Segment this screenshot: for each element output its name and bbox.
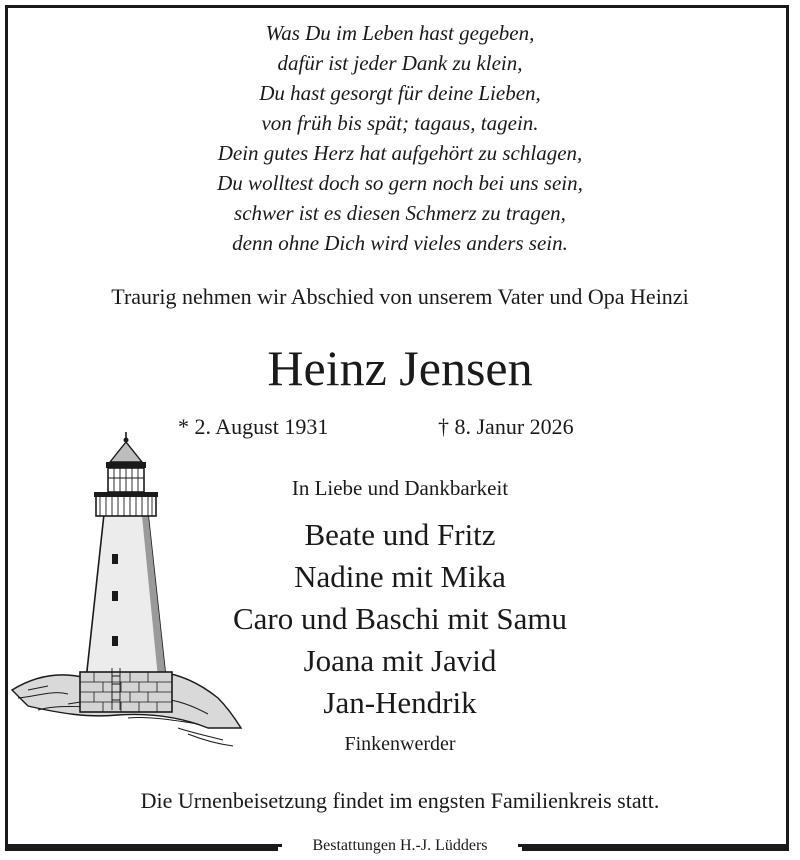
mourners-list bbox=[200, 514, 600, 724]
poem bbox=[0, 18, 800, 258]
poem-line: denn ohne Dich wird vieles anders sein. bbox=[232, 231, 568, 255]
funeral-home: Bestattungen H.-J. Lüdders bbox=[282, 837, 518, 855]
mourner-line: Joana mit Javid bbox=[303, 643, 497, 678]
deceased-name: Heinz Jensen bbox=[267, 340, 533, 396]
footer-rule-right bbox=[522, 847, 789, 851]
poem-line: Du hast gesorgt für deine Lieben, bbox=[259, 81, 541, 105]
mourner-line: Nadine mit Mika bbox=[294, 559, 506, 594]
mourner-line: Beate und Fritz bbox=[304, 517, 496, 552]
poem-line: Was Du im Leben hast gegeben, bbox=[265, 21, 535, 45]
footer-rule-left bbox=[5, 847, 278, 851]
poem-line: Du wolltest doch so gern noch bei uns sein, bbox=[217, 171, 583, 195]
poem-line: dafür ist jeder Dank zu klein, bbox=[277, 51, 523, 75]
mourners-heading: In Liebe und Dankbarkeit bbox=[291, 476, 509, 500]
death-date: † 8. Janur 2026 bbox=[438, 414, 574, 439]
mourners-place: Finkenwerder bbox=[344, 733, 456, 755]
mourner-line: Jan-Hendrik bbox=[323, 685, 477, 720]
farewell-intro: Traurig nehmen wir Abschied von unserem Vater und Opa Heinzi bbox=[111, 284, 689, 309]
poem-line: Dein gutes Herz hat aufgehört zu schlagen, bbox=[217, 141, 583, 165]
birth-date: * 2. August 1931 bbox=[178, 414, 329, 439]
poem-line: von früh bis spät; tagaus, tagein. bbox=[261, 111, 539, 135]
mourner-line: Caro und Baschi mit Samu bbox=[232, 601, 568, 636]
poem-line: schwer ist es diesen Schmerz zu tragen, bbox=[234, 201, 566, 225]
burial-note: Die Urnenbeisetzung findet im engsten Familienkreis statt. bbox=[140, 788, 660, 813]
